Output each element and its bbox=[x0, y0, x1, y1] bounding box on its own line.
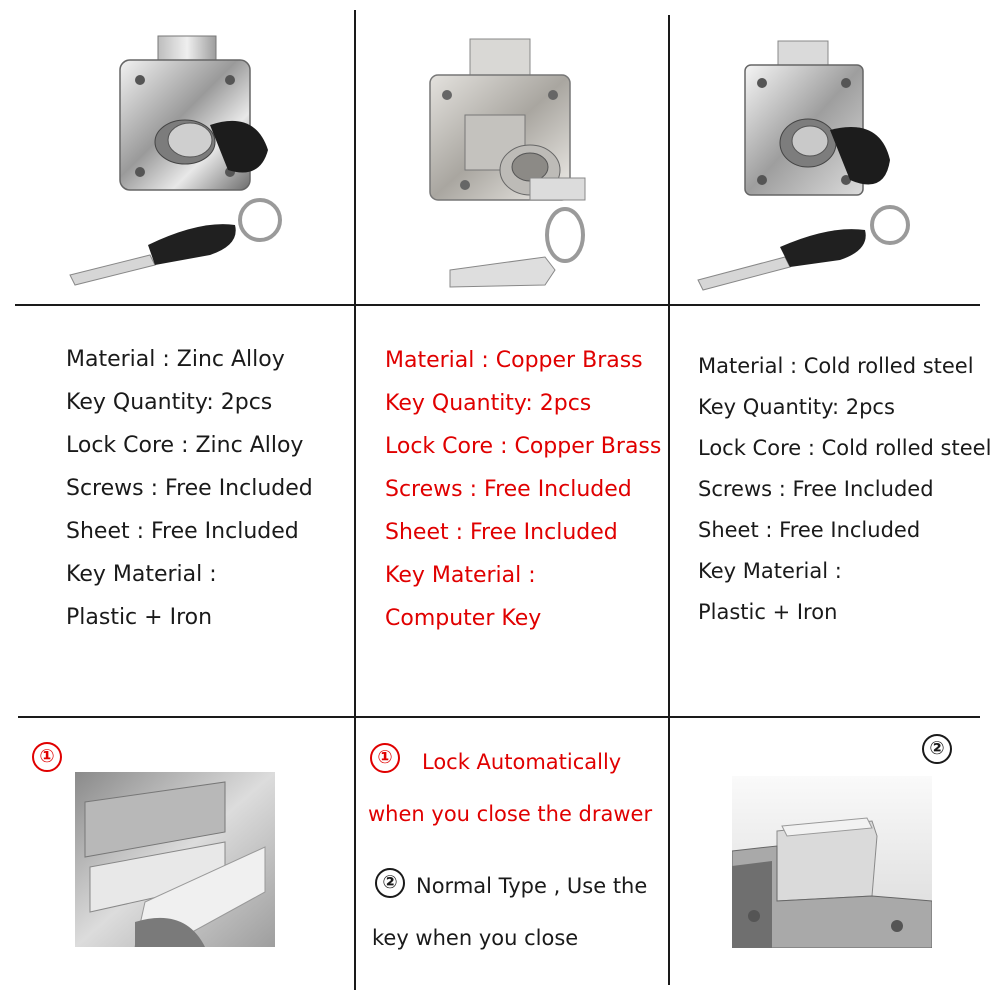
spec-material: Material : Cold rolled steel bbox=[698, 354, 974, 378]
spec-screws: Screws : Free Included bbox=[385, 477, 632, 502]
spec-key-quantity: Key Quantity: 2pcs bbox=[385, 391, 592, 416]
marker-two-right: ② bbox=[922, 734, 952, 764]
spec-screws: Screws : Free Included bbox=[698, 477, 934, 501]
divider-col-2 bbox=[668, 15, 670, 985]
spec-key-quantity: Key Quantity: 2pcs bbox=[66, 390, 273, 415]
divider-bottom bbox=[18, 716, 980, 718]
copper-brass-lock-image bbox=[395, 35, 655, 295]
lock-automatically-detail: when you close the drawer bbox=[368, 802, 653, 826]
spec-key-material: Key Material : bbox=[385, 563, 536, 588]
divider-top bbox=[15, 304, 980, 306]
lock-automatically-title: Lock Automatically bbox=[422, 750, 622, 774]
spec-sheet: Sheet : Free Included bbox=[698, 518, 921, 542]
spec-list-zinc-alloy bbox=[66, 338, 313, 639]
spec-key-material: Key Material : bbox=[66, 562, 217, 587]
spec-lock-core: Lock Core : Copper Brass bbox=[385, 434, 662, 459]
divider-col-1 bbox=[354, 10, 356, 990]
spec-sheet: Sheet : Free Included bbox=[385, 520, 618, 545]
normal-type-title: Normal Type , Use the bbox=[416, 874, 648, 898]
auto-lock-bolt-closeup-image bbox=[75, 772, 275, 947]
spec-key-material-value: Computer Key bbox=[385, 606, 542, 631]
zinc-alloy-lock-image bbox=[60, 30, 320, 290]
normal-type-bolt-closeup-image bbox=[732, 776, 932, 948]
normal-type-detail: key when you close bbox=[372, 926, 579, 950]
marker-one-middle: ① bbox=[370, 743, 400, 773]
marker-one-left: ① bbox=[32, 742, 62, 772]
spec-material: Material : Copper Brass bbox=[385, 348, 643, 373]
spec-key-material-value: Plastic + Iron bbox=[698, 600, 838, 624]
spec-screws: Screws : Free Included bbox=[66, 476, 313, 501]
spec-lock-core: Lock Core : Cold rolled steel bbox=[698, 436, 992, 460]
spec-lock-core: Lock Core : Zinc Alloy bbox=[66, 433, 304, 458]
spec-key-material-value: Plastic + Iron bbox=[66, 605, 213, 630]
spec-key-material: Key Material : bbox=[698, 559, 842, 583]
cold-rolled-steel-lock-image bbox=[690, 35, 950, 295]
spec-list-copper-brass bbox=[385, 339, 661, 640]
spec-list-cold-rolled-steel bbox=[698, 346, 991, 633]
spec-sheet: Sheet : Free Included bbox=[66, 519, 299, 544]
marker-two-middle: ② bbox=[375, 868, 405, 898]
spec-key-quantity: Key Quantity: 2pcs bbox=[698, 395, 895, 419]
spec-material: Material : Zinc Alloy bbox=[66, 347, 285, 372]
